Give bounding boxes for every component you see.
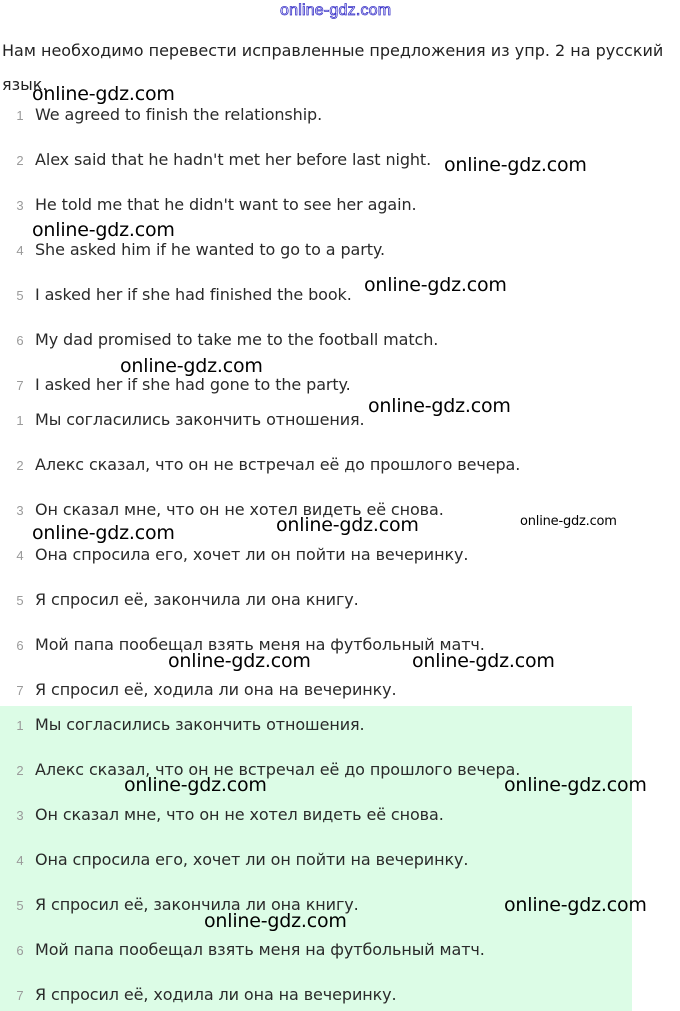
watermark: online-gdz.com bbox=[168, 650, 311, 672]
line-number: 1 bbox=[16, 413, 24, 428]
sentence-text: Мы согласились закончить отношения. bbox=[35, 715, 365, 734]
watermark: online-gdz.com bbox=[444, 154, 587, 176]
task-instruction: Нам необходимо перевести исправленные предложения из упр. 2 на русский язык. bbox=[2, 41, 664, 94]
watermark: online-gdz.com bbox=[204, 910, 347, 932]
sentence-text: Алекс сказал, что он не встречал её до прошлого вечера. bbox=[35, 760, 521, 779]
watermark: online-gdz.com bbox=[276, 514, 419, 536]
sentence-text: Мы согласились закончить отношения. bbox=[35, 410, 365, 429]
line-number: 7 bbox=[16, 378, 24, 393]
watermark: online-gdz.com bbox=[504, 774, 647, 796]
line-number: 4 bbox=[16, 243, 24, 258]
sentence-text: Он сказал мне, что он не хотел видеть её снова. bbox=[35, 500, 444, 519]
line-number: 3 bbox=[16, 503, 24, 518]
sentence-text: Мой папа пообещал взять меня на футбольный матч. bbox=[35, 940, 485, 959]
sentence-text: He told me that he didn't want to see her again. bbox=[35, 195, 417, 214]
watermark: online-gdz.com bbox=[520, 514, 617, 529]
line-number: 2 bbox=[16, 153, 24, 168]
sentence-text: Она спросила его, хочет ли он пойти на вечеринку. bbox=[35, 850, 469, 869]
sentence-text: We agreed to finish the relationship. bbox=[35, 105, 323, 124]
line-number: 4 bbox=[16, 853, 24, 868]
site-header bbox=[0, 0, 680, 26]
sentence-text: Я спросил её, закончила ли она книгу. bbox=[35, 895, 359, 914]
line-number: 5 bbox=[16, 593, 24, 608]
sentence-text: Я спросил её, ходила ли она на вечеринку. bbox=[35, 985, 397, 1004]
sentence-text: I asked her if she had finished the book. bbox=[35, 285, 352, 304]
watermark: online-gdz.com bbox=[364, 274, 507, 296]
line-number: 5 bbox=[16, 288, 24, 303]
watermark: online-gdz.com bbox=[412, 650, 555, 672]
sentence-text: Мой папа пообещал взять меня на футбольный матч. bbox=[35, 635, 485, 654]
line-number: 3 bbox=[16, 808, 24, 823]
sentence-text: I asked her if she had gone to the party. bbox=[35, 375, 351, 394]
site-logo[interactable]: online-gdz.com bbox=[280, 2, 392, 19]
watermark: online-gdz.com bbox=[120, 355, 263, 377]
watermark: online-gdz.com bbox=[124, 774, 267, 796]
watermark: online-gdz.com bbox=[32, 83, 175, 105]
line-number: 2 bbox=[16, 458, 24, 473]
sentence-text: Он сказал мне, что он не хотел видеть её снова. bbox=[35, 805, 444, 824]
line-number: 7 bbox=[16, 988, 24, 1003]
watermark: online-gdz.com bbox=[504, 894, 647, 916]
line-number: 3 bbox=[16, 198, 24, 213]
line-number: 1 bbox=[16, 108, 24, 123]
sentence-text: Я спросил её, ходила ли она на вечеринку. bbox=[35, 680, 397, 699]
sentence-text: Она спросила его, хочет ли он пойти на вечеринку. bbox=[35, 545, 469, 564]
line-number: 7 bbox=[16, 683, 24, 698]
line-number: 5 bbox=[16, 898, 24, 913]
sentence-text: Алекс сказал, что он не встречал её до прошлого вечера. bbox=[35, 455, 521, 474]
sentence-text: My dad promised to take me to the football match. bbox=[35, 330, 439, 349]
sentence-text: Я спросил её, закончила ли она книгу. bbox=[35, 590, 359, 609]
watermark: online-gdz.com bbox=[368, 395, 511, 417]
line-number: 2 bbox=[16, 763, 24, 778]
sentence-text: She asked him if he wanted to go to a party. bbox=[35, 240, 385, 259]
watermark: online-gdz.com bbox=[32, 219, 175, 241]
line-number: 6 bbox=[16, 333, 24, 348]
line-number: 6 bbox=[16, 943, 24, 958]
line-number: 4 bbox=[16, 548, 24, 563]
sentence-text: Alex said that he hadn't met her before last night. bbox=[35, 150, 432, 169]
watermark: online-gdz.com bbox=[32, 522, 175, 544]
line-number: 6 bbox=[16, 638, 24, 653]
line-number: 1 bbox=[16, 718, 24, 733]
